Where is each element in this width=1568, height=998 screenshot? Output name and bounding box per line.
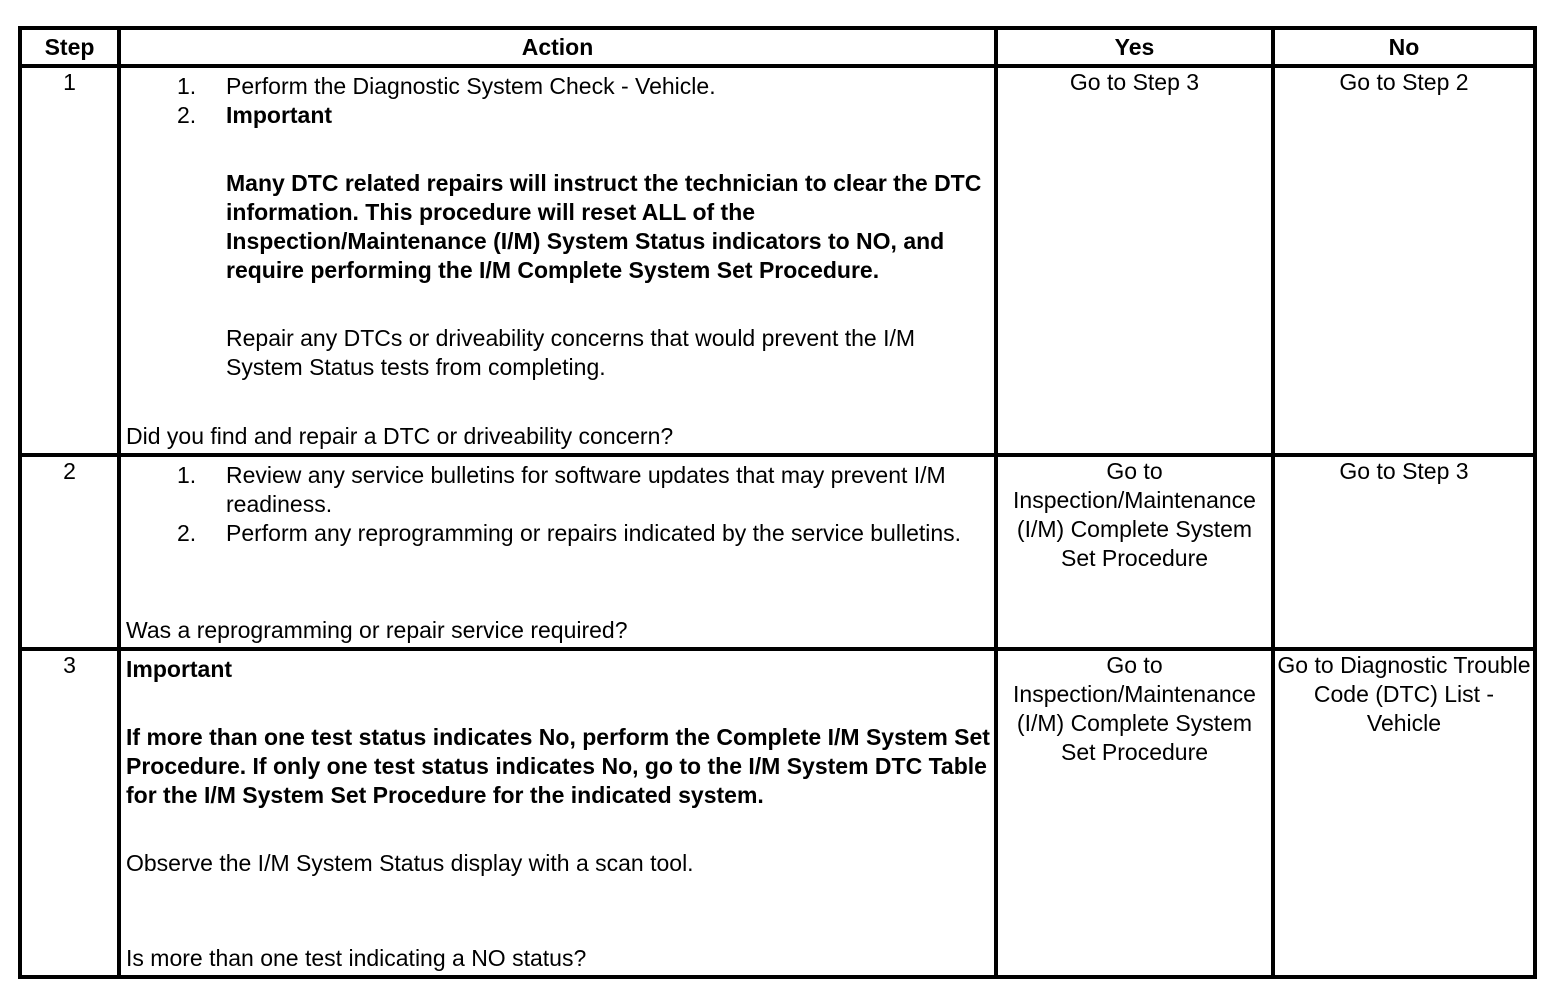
list-number: 1. [177, 462, 197, 488]
step-number: 2 [20, 455, 119, 649]
action-body-text: Observe the I/M System Status display with a scan tool. [126, 850, 694, 876]
action-question: Was a reprogramming or repair service required? [126, 617, 628, 643]
action-cell [119, 66, 996, 455]
no-result: Go to Diagnostic Trouble Code (DTC) List - Vehicle [1273, 649, 1535, 977]
table-row [20, 66, 1535, 455]
important-heading: Important [226, 102, 333, 128]
action-cell [119, 455, 996, 649]
header-action: Action [119, 28, 996, 66]
list-number: 2. [177, 102, 197, 128]
yes-result: Go to Step 3 [996, 66, 1273, 455]
diagnostic-table [18, 26, 1537, 979]
list-item [121, 519, 994, 548]
no-result: Go to Step 3 [1273, 455, 1535, 649]
list-text: Review any service bulletins for software updates that may prevent I/M readiness. [226, 462, 946, 517]
list-item [121, 101, 994, 130]
yes-result: Go to Inspection/Maintenance (I/M) Complete System Set Procedure [996, 455, 1273, 649]
header-yes: Yes [996, 28, 1273, 66]
header-step: Step [20, 28, 119, 66]
list-number: 1. [177, 73, 197, 99]
step-number: 1 [20, 66, 119, 455]
action-question: Is more than one test indicating a NO status? [126, 945, 587, 971]
step-number: 3 [20, 649, 119, 977]
action-question: Did you find and repair a DTC or driveability concern? [126, 423, 674, 449]
important-text: Many DTC related repairs will instruct the technician to clear the DTC information. This procedure will reset ALL of the Inspection/Maintenance (I/M) System Status indicators to NO, and require performing the I/M Complete System Set Procedure. [226, 170, 982, 283]
yes-result: Go to Inspection/Maintenance (I/M) Complete System Set Procedure [996, 649, 1273, 977]
action-list [121, 457, 994, 548]
header-row [20, 28, 1535, 66]
list-number: 2. [177, 520, 197, 546]
list-item [121, 72, 994, 101]
important-heading: Important [126, 656, 233, 682]
list-text: Perform the Diagnostic System Check - Vehicle. [226, 73, 716, 99]
action-list [121, 68, 994, 130]
list-text: Perform any reprogramming or repairs indicated by the service bulletins. [226, 520, 962, 546]
table-row [20, 455, 1535, 649]
header-no: No [1273, 28, 1535, 66]
no-result: Go to Step 2 [1273, 66, 1535, 455]
important-text: If more than one test status indicates No, perform the Complete I/M System Set Procedure. If only one test status indicates No, go to the I/M System DTC Table for the I/M System Set Procedure for the indicated system. [126, 724, 990, 808]
list-item [121, 461, 994, 519]
table-row [20, 649, 1535, 977]
action-body-text: Repair any DTCs or driveability concerns that would prevent the I/M System Status tests from completing. [226, 325, 916, 380]
action-cell [119, 649, 996, 977]
